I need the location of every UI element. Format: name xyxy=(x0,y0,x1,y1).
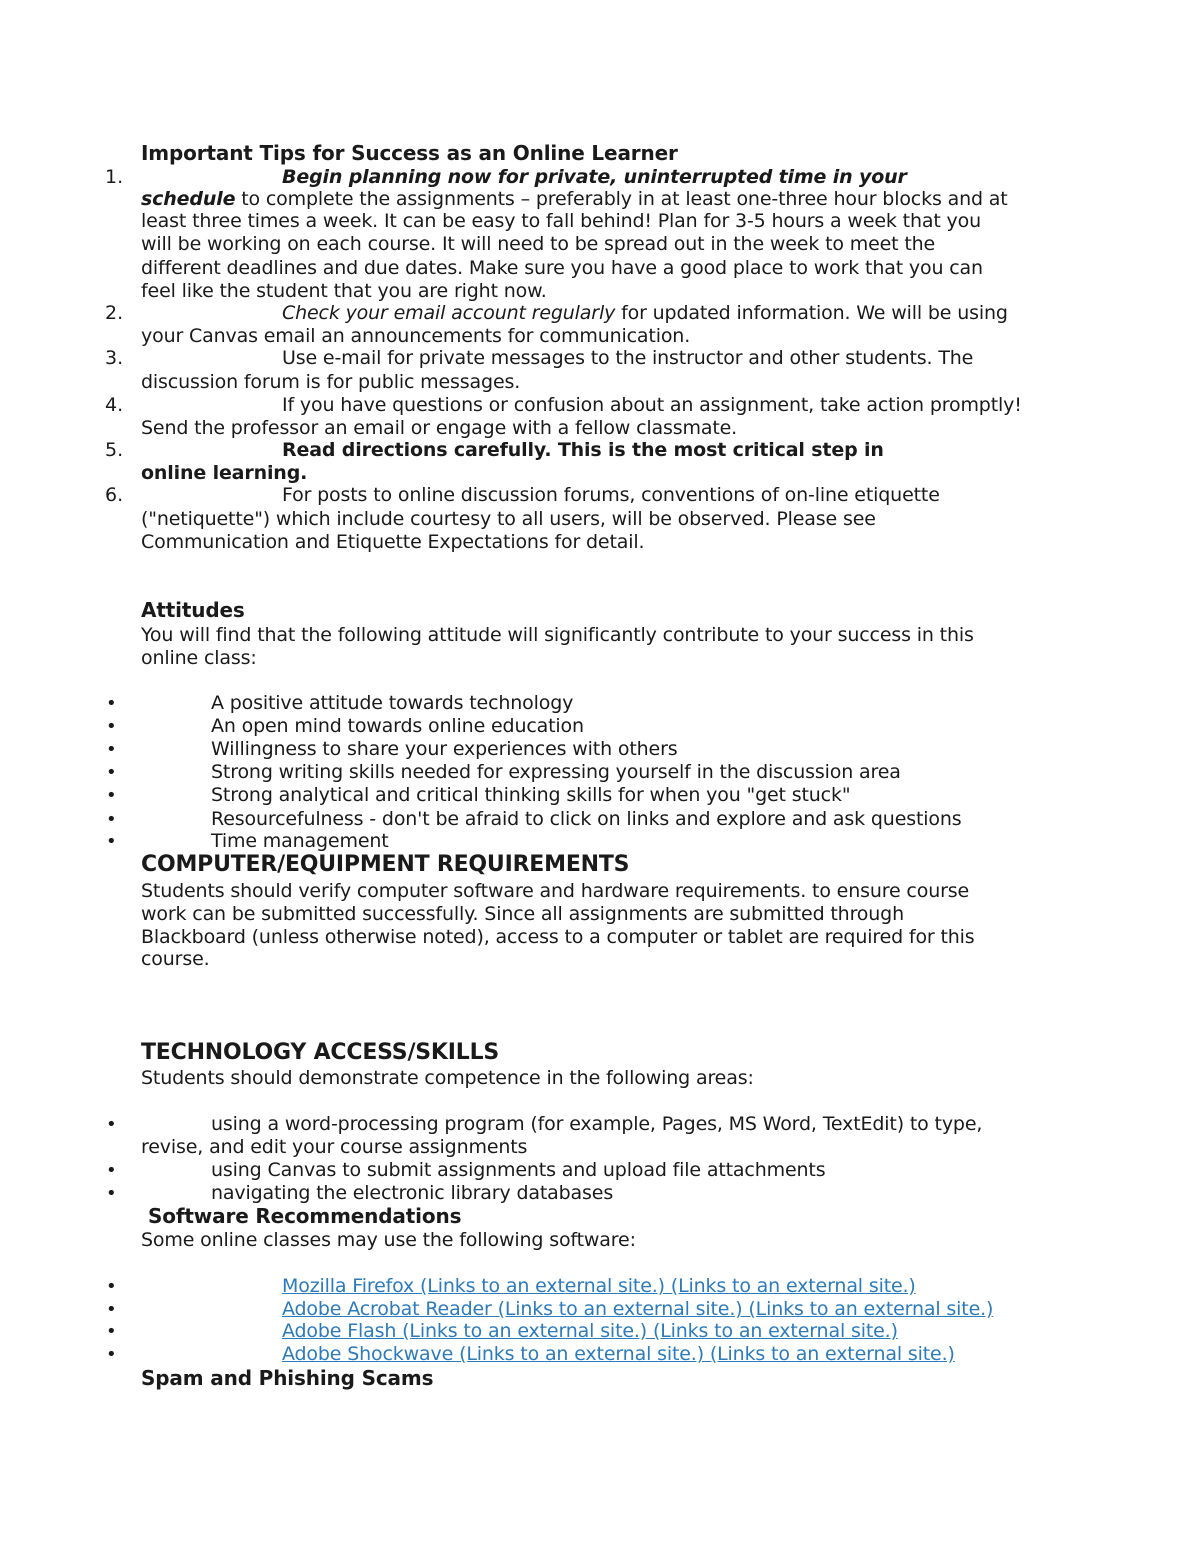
computer-line-4: course. xyxy=(141,948,210,970)
attitude-item: Strong writing skills needed for expressing yourself in the discussion area xyxy=(211,761,901,783)
link-adobe-flash[interactable] xyxy=(282,1320,898,1343)
technology-heading: TECHNOLOGY ACCESS/SKILLS xyxy=(141,1040,500,1065)
bullet-glyph: • xyxy=(106,831,117,852)
tip-5-line-2: online learning. xyxy=(141,462,308,484)
attitudes-heading: Attitudes xyxy=(141,598,245,622)
bullet-glyph: • xyxy=(106,1321,117,1342)
computer-line-1: Students should verify computer software and hardware requirements. to ensure course xyxy=(141,880,970,902)
attitudes-intro-line-2: online class: xyxy=(141,647,257,669)
tip-number-1: 1. xyxy=(105,166,124,188)
tip-6-line-1: For posts to online discussion forums, conventions of on-line etiquette xyxy=(282,484,940,506)
technology-item: using Canvas to submit assignments and upload file attachments xyxy=(211,1159,826,1181)
tip-5-line-1: Read directions carefully. This is the most critical step in xyxy=(282,439,884,461)
computer-line-3: Blackboard (unless otherwise noted), access to a computer or tablet are required for this xyxy=(141,926,975,948)
tips-heading: Important Tips for Success as an Online Learner xyxy=(141,141,678,165)
link-adobe-shockwave[interactable] xyxy=(282,1343,955,1366)
tip-4-line-2: Send the professor an email or engage with a fellow classmate. xyxy=(141,417,738,439)
bullet-glyph: • xyxy=(106,1344,117,1365)
technology-intro: Students should demonstrate competence in the following areas: xyxy=(141,1067,754,1089)
software-heading: Software Recommendations xyxy=(148,1204,462,1228)
attitudes-intro-line-1: You will find that the following attitude will significantly contribute to your success in this xyxy=(141,624,974,646)
attitude-item: Time management xyxy=(211,830,389,852)
tip-3-line-2: discussion forum is for public messages. xyxy=(141,371,521,393)
link-adobe-shockwave-text[interactable]: Adobe Shockwave (Links to an external site.) (Links to an external site.) xyxy=(282,1343,955,1365)
technology-item-continued: revise, and edit your course assignments xyxy=(141,1136,528,1158)
tip-number-6: 6. xyxy=(105,484,124,506)
technology-item: navigating the electronic library databases xyxy=(211,1182,614,1204)
tip-number-4: 4. xyxy=(105,394,124,416)
software-intro: Some online classes may use the following software: xyxy=(141,1229,636,1251)
tip-1-line-3: least three times a week. It can be easy to fall behind! Plan for 3-5 hours a week that you xyxy=(141,210,981,232)
bullet-glyph: • xyxy=(106,809,117,830)
link-adobe-flash-text[interactable]: Adobe Flash (Links to an external site.) (Links to an external site.) xyxy=(282,1320,898,1342)
computer-heading: COMPUTER/EQUIPMENT REQUIREMENTS xyxy=(141,852,630,877)
tip-1-line-6: feel like the student that you are right now. xyxy=(141,280,547,302)
attitude-item: Willingness to share your experiences with others xyxy=(211,738,678,760)
bullet-glyph: • xyxy=(106,785,117,806)
attitude-item: Strong analytical and critical thinking skills for when you "get stuck" xyxy=(211,784,851,806)
bullet-glyph: • xyxy=(106,1299,117,1320)
link-adobe-acrobat-reader[interactable] xyxy=(282,1298,993,1321)
attitude-item: Resourcefulness - don't be afraid to click on links and explore and ask questions xyxy=(211,808,962,830)
bullet-glyph: • xyxy=(106,1160,117,1181)
tip-3-line-1: Use e-mail for private messages to the instructor and other students. The xyxy=(282,347,974,369)
tip-6-line-3: Communication and Etiquette Expectations for detail. xyxy=(141,531,645,553)
tip-6-line-2: ("netiquette") which include courtesy to all users, will be observed. Please see xyxy=(141,508,876,530)
attitude-item: A positive attitude towards technology xyxy=(211,692,574,714)
tip-1-line-2: schedule to complete the assignments – preferably in at least one-three hour blocks and at xyxy=(141,188,1008,210)
tip-1-line-5: different deadlines and due dates. Make sure you have a good place to work that you can xyxy=(141,257,983,279)
bullet-glyph: • xyxy=(106,1276,117,1297)
attitude-item: An open mind towards online education xyxy=(211,715,584,737)
bullet-glyph: • xyxy=(106,762,117,783)
tip-2-line-2: your Canvas email an announcements for communication. xyxy=(141,325,691,347)
link-mozilla-firefox-text[interactable]: Mozilla Firefox (Links to an external site.) (Links to an external site.) xyxy=(282,1275,916,1297)
tip-2-line-1: Check your email account regularly for updated information. We will be using xyxy=(282,302,1008,324)
bullet-glyph: • xyxy=(106,716,117,737)
tip-number-3: 3. xyxy=(105,347,124,369)
link-adobe-acrobat-reader-text[interactable]: Adobe Acrobat Reader (Links to an external site.) (Links to an external site.) xyxy=(282,1298,994,1320)
tip-1-line-1: Begin planning now for private, uninterrupted time in your xyxy=(282,166,907,188)
computer-line-2: work can be submitted successfully. Since all assignments are submitted through xyxy=(141,903,904,925)
bullet-glyph: • xyxy=(106,1114,117,1135)
tip-number-5: 5. xyxy=(105,439,124,461)
tip-1-line-4: will be working on each course. It will need to be spread out in the week to meet the xyxy=(141,233,936,255)
spam-heading: Spam and Phishing Scams xyxy=(141,1366,434,1390)
bullet-glyph: • xyxy=(106,739,117,760)
technology-item: using a word-processing program (for example, Pages, MS Word, TextEdit) to type, xyxy=(211,1113,983,1135)
tip-number-2: 2. xyxy=(105,302,124,324)
link-mozilla-firefox[interactable] xyxy=(282,1275,916,1298)
bullet-glyph: • xyxy=(106,1183,117,1204)
tip-4-line-1: If you have questions or confusion about an assignment, take action promptly! xyxy=(282,394,1022,416)
bullet-glyph: • xyxy=(106,693,117,714)
